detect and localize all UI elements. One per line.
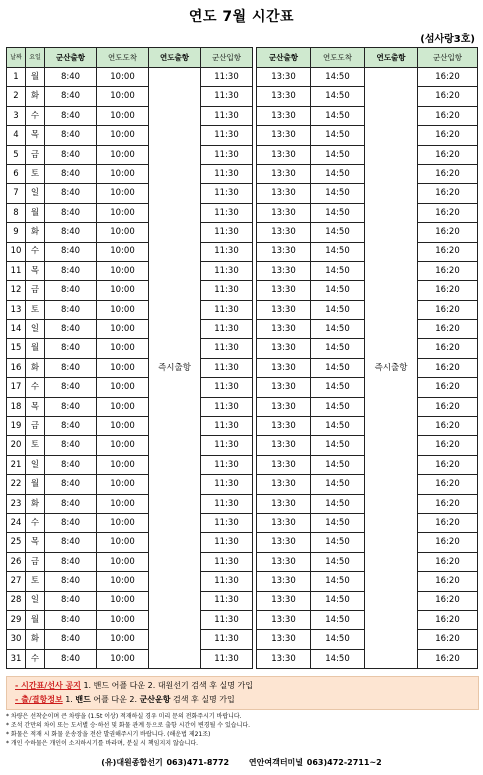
cell-arrive-yeondo-pm: 14:50 bbox=[311, 68, 365, 87]
cell-arrive-gunsan-pm: 16:20 bbox=[418, 242, 478, 261]
cell-arrive-yeondo-am: 10:00 bbox=[97, 475, 149, 494]
header-day: 요일 bbox=[26, 48, 45, 68]
cell-arrive-gunsan-am: 11:30 bbox=[201, 320, 253, 339]
cell-arrive-gunsan-pm: 16:20 bbox=[418, 417, 478, 436]
cell-arrive-gunsan-pm: 16:20 bbox=[418, 339, 478, 358]
cell-arrive-yeondo-am: 10:00 bbox=[97, 145, 149, 164]
note-item: * 조석 간만의 차이 또는 도서별 승·하선 및 화물 관계 등으로 출항 시간이 변경될 수 있습니다. bbox=[6, 722, 251, 729]
cell-arrive-gunsan-am: 11:30 bbox=[201, 610, 253, 629]
cell-depart-gunsan-pm: 13:30 bbox=[257, 649, 311, 668]
cell-arrive-yeondo-pm: 14:50 bbox=[311, 513, 365, 532]
cell-depart-gunsan-pm: 13:30 bbox=[257, 145, 311, 164]
cell-arrive-gunsan-pm: 16:20 bbox=[418, 610, 478, 629]
cell-arrive-gunsan-pm: 16:20 bbox=[418, 68, 478, 87]
cell-depart-gunsan-am: 8:40 bbox=[45, 281, 97, 300]
cell-depart-gunsan-am: 8:40 bbox=[45, 164, 97, 183]
cell-arrive-gunsan-am: 11:30 bbox=[201, 300, 253, 319]
cell-arrive-yeondo-pm: 14:50 bbox=[311, 184, 365, 203]
cell-arrive-gunsan-am: 11:30 bbox=[201, 242, 253, 261]
cell-depart-gunsan-am: 8:40 bbox=[45, 630, 97, 649]
cell-arrive-gunsan-pm: 16:20 bbox=[418, 591, 478, 610]
cell-day: 월 bbox=[26, 475, 45, 494]
cell-day: 월 bbox=[26, 339, 45, 358]
cell-date: 11 bbox=[7, 261, 26, 280]
cell-arrive-yeondo-pm: 14:50 bbox=[311, 164, 365, 183]
cell-date: 6 bbox=[7, 164, 26, 183]
cell-arrive-yeondo-pm: 14:50 bbox=[311, 649, 365, 668]
cell-date: 5 bbox=[7, 145, 26, 164]
cell-depart-gunsan-pm: 13:30 bbox=[257, 223, 311, 242]
cell-depart-gunsan-pm: 13:30 bbox=[257, 572, 311, 591]
cell-day: 화 bbox=[26, 358, 45, 377]
cell-depart-gunsan-pm: 13:30 bbox=[257, 242, 311, 261]
cell-arrive-yeondo-pm: 14:50 bbox=[311, 87, 365, 106]
cell-arrive-gunsan-pm: 16:20 bbox=[418, 203, 478, 222]
cell-date: 29 bbox=[7, 610, 26, 629]
cell-depart-gunsan-pm: 13:30 bbox=[257, 184, 311, 203]
timetable-body bbox=[7, 68, 478, 669]
cell-depart-gunsan-pm: 13:30 bbox=[257, 397, 311, 416]
header-depart-gunsan-pm: 군산출항 bbox=[257, 48, 311, 68]
cell-arrive-gunsan-am: 11:30 bbox=[201, 630, 253, 649]
cell-date: 10 bbox=[7, 242, 26, 261]
cell-arrive-yeondo-am: 10:00 bbox=[97, 126, 149, 145]
cell-date: 30 bbox=[7, 630, 26, 649]
cell-arrive-gunsan-pm: 16:20 bbox=[418, 513, 478, 532]
cell-arrive-yeondo-am: 10:00 bbox=[97, 223, 149, 242]
cell-arrive-yeondo-pm: 14:50 bbox=[311, 145, 365, 164]
cell-arrive-gunsan-am: 11:30 bbox=[201, 475, 253, 494]
cell-date: 23 bbox=[7, 494, 26, 513]
cell-arrive-yeondo-pm: 14:50 bbox=[311, 242, 365, 261]
cell-depart-gunsan-am: 8:40 bbox=[45, 223, 97, 242]
cell-day: 월 bbox=[26, 68, 45, 87]
cell-arrive-gunsan-am: 11:30 bbox=[201, 397, 253, 416]
cell-depart-gunsan-pm: 13:30 bbox=[257, 320, 311, 339]
cell-arrive-gunsan-pm: 16:20 bbox=[418, 300, 478, 319]
cell-depart-gunsan-pm: 13:30 bbox=[257, 164, 311, 183]
cell-depart-gunsan-pm: 13:30 bbox=[257, 591, 311, 610]
cell-arrive-yeondo-am: 10:00 bbox=[97, 281, 149, 300]
cell-date: 24 bbox=[7, 513, 26, 532]
cell-arrive-yeondo-am: 10:00 bbox=[97, 87, 149, 106]
cell-day: 수 bbox=[26, 649, 45, 668]
notice-box bbox=[6, 676, 479, 710]
cell-depart-gunsan-am: 8:40 bbox=[45, 552, 97, 571]
cell-depart-gunsan-pm: 13:30 bbox=[257, 436, 311, 455]
cell-date: 12 bbox=[7, 281, 26, 300]
cell-arrive-yeondo-pm: 14:50 bbox=[311, 378, 365, 397]
cell-arrive-yeondo-pm: 14:50 bbox=[311, 610, 365, 629]
cell-arrive-yeondo-pm: 14:50 bbox=[311, 455, 365, 474]
cell-arrive-yeondo-am: 10:00 bbox=[97, 68, 149, 87]
notice-line-schedule bbox=[15, 679, 253, 693]
cell-arrive-gunsan-pm: 16:20 bbox=[418, 126, 478, 145]
cell-date: 1 bbox=[7, 68, 26, 87]
notice-gunsan-bold: 군산운항 bbox=[139, 695, 171, 704]
cell-date: 9 bbox=[7, 223, 26, 242]
cell-arrive-gunsan-pm: 16:20 bbox=[418, 87, 478, 106]
cell-depart-gunsan-pm: 13:30 bbox=[257, 126, 311, 145]
cell-arrive-yeondo-am: 10:00 bbox=[97, 397, 149, 416]
cell-depart-gunsan-am: 8:40 bbox=[45, 87, 97, 106]
notice-text-operation-b: 어플 다운 2. bbox=[90, 695, 140, 704]
cell-date: 7 bbox=[7, 184, 26, 203]
cell-arrive-yeondo-am: 10:00 bbox=[97, 184, 149, 203]
cell-arrive-gunsan-am: 11:30 bbox=[201, 223, 253, 242]
cell-depart-gunsan-pm: 13:30 bbox=[257, 417, 311, 436]
cell-arrive-gunsan-am: 11:30 bbox=[201, 378, 253, 397]
header-depart-yeondo-pm: 연도출항 bbox=[365, 48, 418, 68]
cell-depart-gunsan-am: 8:40 bbox=[45, 475, 97, 494]
cell-arrive-yeondo-am: 10:00 bbox=[97, 494, 149, 513]
cell-arrive-yeondo-am: 10:00 bbox=[97, 106, 149, 125]
cell-arrive-gunsan-am: 11:30 bbox=[201, 417, 253, 436]
cell-arrive-gunsan-am: 11:30 bbox=[201, 281, 253, 300]
notice-text-schedule: 1. 밴드 어플 다운 2. 대원선기 검색 후 실명 가입 bbox=[80, 681, 253, 690]
cell-day: 월 bbox=[26, 203, 45, 222]
cell-day: 수 bbox=[26, 242, 45, 261]
cell-day: 일 bbox=[26, 184, 45, 203]
cell-arrive-gunsan-am: 11:30 bbox=[201, 126, 253, 145]
cell-date: 16 bbox=[7, 358, 26, 377]
cell-day: 목 bbox=[26, 126, 45, 145]
table-row bbox=[7, 68, 478, 87]
cell-date: 3 bbox=[7, 106, 26, 125]
cell-arrive-gunsan-am: 11:30 bbox=[201, 339, 253, 358]
cell-day: 금 bbox=[26, 145, 45, 164]
cell-depart-gunsan-pm: 13:30 bbox=[257, 475, 311, 494]
cell-arrive-gunsan-pm: 16:20 bbox=[418, 533, 478, 552]
cell-depart-yeondo-am: 즉시출항 bbox=[149, 68, 201, 669]
cell-arrive-gunsan-pm: 16:20 bbox=[418, 572, 478, 591]
cell-arrive-yeondo-pm: 14:50 bbox=[311, 261, 365, 280]
cell-arrive-gunsan-pm: 16:20 bbox=[418, 106, 478, 125]
cell-arrive-yeondo-am: 10:00 bbox=[97, 630, 149, 649]
cell-date: 31 bbox=[7, 649, 26, 668]
cell-depart-gunsan-pm: 13:30 bbox=[257, 610, 311, 629]
cell-date: 19 bbox=[7, 417, 26, 436]
cell-arrive-yeondo-am: 10:00 bbox=[97, 378, 149, 397]
contact-company: (유)대원종합선기 063)471-8772 bbox=[101, 758, 230, 767]
header-arrive-gunsan-pm: 군산입항 bbox=[418, 48, 478, 68]
cell-arrive-yeondo-pm: 14:50 bbox=[311, 106, 365, 125]
cell-day: 토 bbox=[26, 436, 45, 455]
cell-arrive-yeondo-am: 10:00 bbox=[97, 261, 149, 280]
cell-arrive-gunsan-am: 11:30 bbox=[201, 203, 253, 222]
note-item: * 차량은 선착순이며 큰 차량을 (1.5t 이상) 적재하실 경우 미리 문의 전화주시기 바랍니다. bbox=[6, 713, 242, 720]
cell-arrive-gunsan-pm: 16:20 bbox=[418, 164, 478, 183]
cell-arrive-gunsan-am: 11:30 bbox=[201, 572, 253, 591]
contact-terminal: 연안여객터미널 063)472-2711~2 bbox=[248, 758, 382, 767]
cell-arrive-gunsan-am: 11:30 bbox=[201, 455, 253, 474]
cell-depart-gunsan-pm: 13:30 bbox=[257, 87, 311, 106]
cell-date: 28 bbox=[7, 591, 26, 610]
cell-arrive-yeondo-pm: 14:50 bbox=[311, 436, 365, 455]
cell-arrive-yeondo-pm: 14:50 bbox=[311, 223, 365, 242]
cell-day: 화 bbox=[26, 630, 45, 649]
cell-date: 25 bbox=[7, 533, 26, 552]
cell-day: 목 bbox=[26, 533, 45, 552]
note-item: * 화물은 적재 시 화물 운송장을 전산 발권해주시기 바랍니다. (해운법 제21조) bbox=[6, 731, 211, 738]
cell-arrive-gunsan-pm: 16:20 bbox=[418, 630, 478, 649]
cell-depart-gunsan-am: 8:40 bbox=[45, 397, 97, 416]
cell-depart-gunsan-am: 8:40 bbox=[45, 494, 97, 513]
cell-depart-gunsan-pm: 13:30 bbox=[257, 203, 311, 222]
cell-depart-gunsan-am: 8:40 bbox=[45, 68, 97, 87]
cell-arrive-yeondo-pm: 14:50 bbox=[311, 281, 365, 300]
cell-depart-gunsan-pm: 13:30 bbox=[257, 630, 311, 649]
cell-depart-gunsan-pm: 13:30 bbox=[257, 339, 311, 358]
cell-arrive-yeondo-pm: 14:50 bbox=[311, 572, 365, 591]
cell-arrive-yeondo-pm: 14:50 bbox=[311, 300, 365, 319]
cell-arrive-yeondo-pm: 14:50 bbox=[311, 320, 365, 339]
cell-depart-gunsan-am: 8:40 bbox=[45, 184, 97, 203]
cell-arrive-gunsan-pm: 16:20 bbox=[418, 552, 478, 571]
cell-day: 수 bbox=[26, 513, 45, 532]
cell-depart-gunsan-am: 8:40 bbox=[45, 300, 97, 319]
cell-date: 2 bbox=[7, 87, 26, 106]
cell-arrive-gunsan-pm: 16:20 bbox=[418, 261, 478, 280]
cell-depart-gunsan-am: 8:40 bbox=[45, 455, 97, 474]
notice-text-operation-a: 1. bbox=[62, 695, 76, 704]
cell-arrive-gunsan-pm: 16:20 bbox=[418, 455, 478, 474]
cell-depart-gunsan-pm: 13:30 bbox=[257, 106, 311, 125]
cell-depart-yeondo-pm: 즉시출항 bbox=[365, 68, 418, 669]
cell-arrive-gunsan-pm: 16:20 bbox=[418, 436, 478, 455]
cell-arrive-gunsan-am: 11:30 bbox=[201, 649, 253, 668]
cell-day: 금 bbox=[26, 552, 45, 571]
notice-label-operation: - 출/결항정보 bbox=[15, 695, 63, 704]
notice-text-operation-c: 검색 후 실명 가입 bbox=[170, 695, 235, 704]
cell-depart-gunsan-am: 8:40 bbox=[45, 242, 97, 261]
cell-date: 22 bbox=[7, 475, 26, 494]
cell-day: 목 bbox=[26, 397, 45, 416]
header-depart-yeondo-am: 연도출항 bbox=[149, 48, 201, 68]
note-item: * 개인 수하물은 개인이 소지하시기를 바라며, 분실 시 책임지지 않습니다. bbox=[6, 740, 199, 747]
cell-arrive-yeondo-am: 10:00 bbox=[97, 358, 149, 377]
cell-day: 토 bbox=[26, 300, 45, 319]
cell-arrive-yeondo-am: 10:00 bbox=[97, 572, 149, 591]
cell-date: 26 bbox=[7, 552, 26, 571]
cell-depart-gunsan-am: 8:40 bbox=[45, 572, 97, 591]
cell-day: 수 bbox=[26, 106, 45, 125]
cell-arrive-yeondo-am: 10:00 bbox=[97, 533, 149, 552]
cell-arrive-gunsan-pm: 16:20 bbox=[418, 184, 478, 203]
cell-date: 15 bbox=[7, 339, 26, 358]
cell-depart-gunsan-am: 8:40 bbox=[45, 358, 97, 377]
cell-depart-gunsan-am: 8:40 bbox=[45, 436, 97, 455]
cell-arrive-yeondo-pm: 14:50 bbox=[311, 494, 365, 513]
notes bbox=[6, 712, 477, 748]
cell-arrive-gunsan-am: 11:30 bbox=[201, 591, 253, 610]
cell-depart-gunsan-am: 8:40 bbox=[45, 320, 97, 339]
cell-date: 8 bbox=[7, 203, 26, 222]
cell-arrive-yeondo-am: 10:00 bbox=[97, 300, 149, 319]
cell-arrive-yeondo-am: 10:00 bbox=[97, 203, 149, 222]
header-arrive-gunsan-am: 군산입항 bbox=[201, 48, 253, 68]
cell-day: 일 bbox=[26, 455, 45, 474]
cell-arrive-yeondo-pm: 14:50 bbox=[311, 397, 365, 416]
cell-day: 토 bbox=[26, 164, 45, 183]
cell-day: 금 bbox=[26, 417, 45, 436]
cell-depart-gunsan-am: 8:40 bbox=[45, 261, 97, 280]
cell-arrive-gunsan-pm: 16:20 bbox=[418, 223, 478, 242]
cell-day: 화 bbox=[26, 494, 45, 513]
footer-contacts bbox=[0, 757, 483, 768]
cell-arrive-gunsan-pm: 16:20 bbox=[418, 378, 478, 397]
cell-day: 목 bbox=[26, 261, 45, 280]
cell-depart-gunsan-am: 8:40 bbox=[45, 591, 97, 610]
cell-arrive-gunsan-pm: 16:20 bbox=[418, 494, 478, 513]
cell-depart-gunsan-pm: 13:30 bbox=[257, 513, 311, 532]
cell-arrive-gunsan-pm: 16:20 bbox=[418, 397, 478, 416]
cell-date: 13 bbox=[7, 300, 26, 319]
cell-arrive-yeondo-am: 10:00 bbox=[97, 417, 149, 436]
cell-date: 17 bbox=[7, 378, 26, 397]
cell-arrive-yeondo-pm: 14:50 bbox=[311, 533, 365, 552]
cell-day: 화 bbox=[26, 87, 45, 106]
cell-arrive-yeondo-pm: 14:50 bbox=[311, 591, 365, 610]
cell-arrive-gunsan-am: 11:30 bbox=[201, 87, 253, 106]
cell-date: 27 bbox=[7, 572, 26, 591]
cell-date: 20 bbox=[7, 436, 26, 455]
cell-depart-gunsan-pm: 13:30 bbox=[257, 261, 311, 280]
cell-arrive-yeondo-am: 10:00 bbox=[97, 552, 149, 571]
cell-depart-gunsan-am: 8:40 bbox=[45, 533, 97, 552]
cell-arrive-yeondo-am: 10:00 bbox=[97, 436, 149, 455]
cell-arrive-gunsan-am: 11:30 bbox=[201, 358, 253, 377]
cell-depart-gunsan-pm: 13:30 bbox=[257, 494, 311, 513]
cell-date: 4 bbox=[7, 126, 26, 145]
cell-depart-gunsan-pm: 13:30 bbox=[257, 300, 311, 319]
cell-arrive-yeondo-am: 10:00 bbox=[97, 591, 149, 610]
cell-arrive-yeondo-pm: 14:50 bbox=[311, 203, 365, 222]
cell-arrive-yeondo-am: 10:00 bbox=[97, 320, 149, 339]
cell-day: 일 bbox=[26, 591, 45, 610]
header-arrive-yeondo-pm: 연도도착 bbox=[311, 48, 365, 68]
cell-depart-gunsan-am: 8:40 bbox=[45, 106, 97, 125]
notice-line-operation bbox=[15, 693, 235, 707]
header-depart-gunsan-am: 군산출항 bbox=[45, 48, 97, 68]
ship-name: (섬사랑3호) bbox=[420, 34, 475, 45]
cell-depart-gunsan-pm: 13:30 bbox=[257, 358, 311, 377]
cell-arrive-gunsan-am: 11:30 bbox=[201, 68, 253, 87]
cell-arrive-yeondo-pm: 14:50 bbox=[311, 417, 365, 436]
cell-depart-gunsan-am: 8:40 bbox=[45, 203, 97, 222]
cell-arrive-gunsan-am: 11:30 bbox=[201, 184, 253, 203]
cell-depart-gunsan-am: 8:40 bbox=[45, 610, 97, 629]
cell-arrive-yeondo-am: 10:00 bbox=[97, 610, 149, 629]
cell-arrive-gunsan-am: 11:30 bbox=[201, 533, 253, 552]
cell-arrive-yeondo-am: 10:00 bbox=[97, 339, 149, 358]
cell-arrive-yeondo-pm: 14:50 bbox=[311, 126, 365, 145]
cell-arrive-yeondo-pm: 14:50 bbox=[311, 339, 365, 358]
cell-depart-gunsan-am: 8:40 bbox=[45, 649, 97, 668]
cell-arrive-gunsan-am: 11:30 bbox=[201, 494, 253, 513]
cell-day: 수 bbox=[26, 378, 45, 397]
cell-arrive-yeondo-pm: 14:50 bbox=[311, 358, 365, 377]
cell-day: 월 bbox=[26, 610, 45, 629]
cell-arrive-gunsan-am: 11:30 bbox=[201, 145, 253, 164]
cell-arrive-yeondo-am: 10:00 bbox=[97, 242, 149, 261]
cell-arrive-yeondo-am: 10:00 bbox=[97, 513, 149, 532]
cell-arrive-yeondo-am: 10:00 bbox=[97, 455, 149, 474]
cell-depart-gunsan-pm: 13:30 bbox=[257, 68, 311, 87]
cell-arrive-gunsan-pm: 16:20 bbox=[418, 475, 478, 494]
cell-depart-gunsan-pm: 13:30 bbox=[257, 281, 311, 300]
cell-arrive-gunsan-am: 11:30 bbox=[201, 513, 253, 532]
cell-date: 21 bbox=[7, 455, 26, 474]
timetable bbox=[6, 47, 478, 669]
cell-day: 금 bbox=[26, 281, 45, 300]
cell-depart-gunsan-am: 8:40 bbox=[45, 417, 97, 436]
cell-date: 18 bbox=[7, 397, 26, 416]
cell-depart-gunsan-pm: 13:30 bbox=[257, 378, 311, 397]
header-row bbox=[7, 48, 478, 68]
header-date: 날짜 bbox=[7, 48, 26, 68]
cell-arrive-gunsan-pm: 16:20 bbox=[418, 320, 478, 339]
cell-arrive-yeondo-pm: 14:50 bbox=[311, 552, 365, 571]
cell-arrive-gunsan-pm: 16:20 bbox=[418, 358, 478, 377]
cell-depart-gunsan-pm: 13:30 bbox=[257, 533, 311, 552]
cell-arrive-gunsan-am: 11:30 bbox=[201, 164, 253, 183]
cell-day: 화 bbox=[26, 223, 45, 242]
cell-depart-gunsan-am: 8:40 bbox=[45, 339, 97, 358]
cell-depart-gunsan-pm: 13:30 bbox=[257, 552, 311, 571]
header-arrive-yeondo-am: 연도도착 bbox=[97, 48, 149, 68]
notice-band-bold: 밴드 bbox=[75, 695, 91, 704]
cell-day: 토 bbox=[26, 572, 45, 591]
cell-depart-gunsan-am: 8:40 bbox=[45, 126, 97, 145]
page-title: 연도 7월 시간표 bbox=[188, 9, 295, 25]
cell-depart-gunsan-am: 8:40 bbox=[45, 378, 97, 397]
cell-depart-gunsan-am: 8:40 bbox=[45, 513, 97, 532]
cell-arrive-yeondo-am: 10:00 bbox=[97, 164, 149, 183]
cell-arrive-gunsan-am: 11:30 bbox=[201, 436, 253, 455]
cell-arrive-gunsan-pm: 16:20 bbox=[418, 145, 478, 164]
cell-arrive-yeondo-am: 10:00 bbox=[97, 649, 149, 668]
cell-arrive-yeondo-pm: 14:50 bbox=[311, 475, 365, 494]
cell-arrive-gunsan-pm: 16:20 bbox=[418, 281, 478, 300]
cell-arrive-gunsan-am: 11:30 bbox=[201, 261, 253, 280]
notice-label-schedule: - 시간표/선사 공지 bbox=[15, 681, 81, 690]
cell-day: 일 bbox=[26, 320, 45, 339]
cell-arrive-gunsan-am: 11:30 bbox=[201, 552, 253, 571]
cell-depart-gunsan-am: 8:40 bbox=[45, 145, 97, 164]
cell-arrive-gunsan-am: 11:30 bbox=[201, 106, 253, 125]
cell-depart-gunsan-pm: 13:30 bbox=[257, 455, 311, 474]
cell-arrive-gunsan-pm: 16:20 bbox=[418, 649, 478, 668]
cell-arrive-yeondo-pm: 14:50 bbox=[311, 630, 365, 649]
cell-date: 14 bbox=[7, 320, 26, 339]
